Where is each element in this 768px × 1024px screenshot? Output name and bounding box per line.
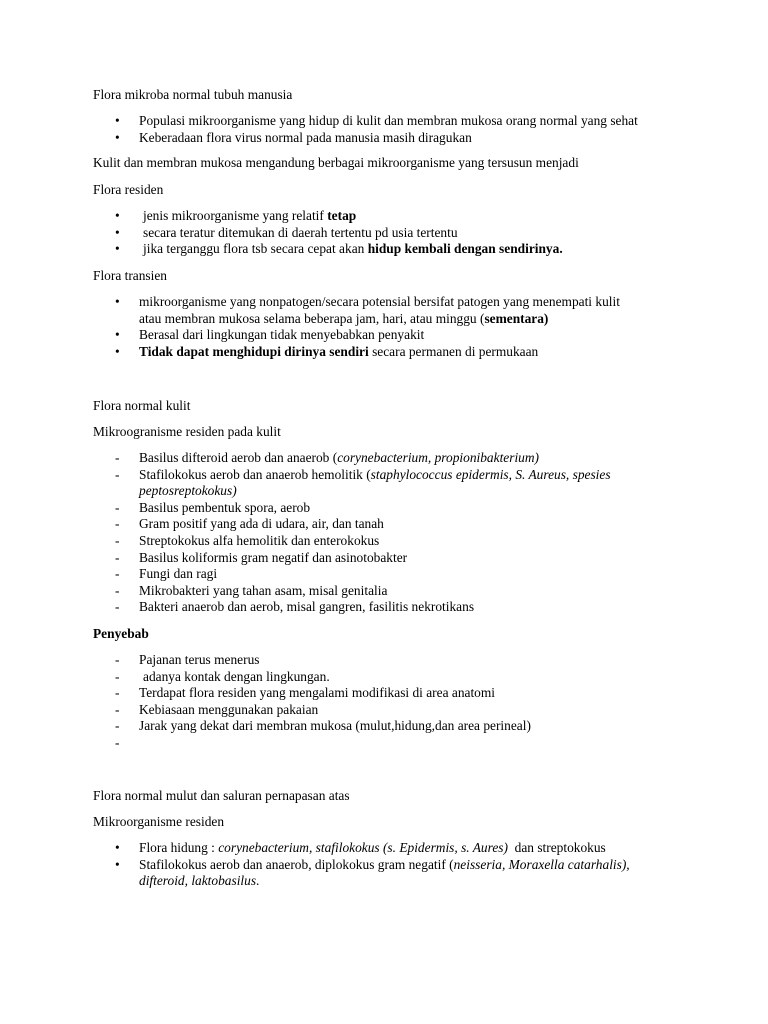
list-flora-transien (0, 294, 768, 360)
bullet-marker: • (115, 113, 120, 128)
list-item: - Jarak yang dekat dari membran mukosa (mulut,hidung,dan area perineal) (115, 718, 531, 734)
bullet-marker: • (115, 208, 120, 223)
list-item: • Keberadaan flora virus normal pada manusia masih diragukan (115, 129, 472, 145)
bullet-marker: • (115, 294, 120, 309)
bullet-marker: • (115, 343, 120, 359)
list-flora-mikroba (0, 113, 768, 146)
heading-penyebab: Penyebab (93, 626, 149, 641)
list-item: - Fungi dan ragi (115, 566, 218, 582)
dash-marker: - (115, 701, 120, 717)
heading-flora-residen: Flora residen (93, 182, 164, 197)
list-item: - Mikrobakteri yang tahan asam, misal genitalia (115, 582, 388, 598)
list-item: • secara teratur ditemukan di daerah tertentu pd usia tertentu (115, 224, 458, 240)
list-item: • jika terganggu flora tsb secara cepat akan hidup kembali dengan sendirinya. (115, 241, 563, 257)
list-item-empty (0, 735, 768, 752)
dash-marker: - (115, 718, 120, 734)
bullet-marker: • (115, 840, 120, 855)
list-item: - Basilus koliformis gram negatif dan asinotobakter (115, 549, 408, 565)
list-penyebab (0, 652, 768, 752)
heading-flora-kulit: Flora normal kulit (93, 398, 191, 413)
list-item: - Basilus pembentuk spora, aerob (115, 499, 311, 515)
dash-marker: - (115, 549, 120, 565)
bullet-marker: • (115, 856, 120, 872)
dash-marker: - (115, 599, 120, 615)
dash-marker: - (115, 499, 120, 515)
dash-marker: - (115, 582, 120, 598)
list-item: • Tidak dapat menghidupi dirinya sendiri secara permanen di permukaan (115, 343, 539, 359)
list-item: - Gram positif yang ada di udara, air, dan tanah (115, 516, 384, 532)
dash-marker: - (115, 734, 120, 750)
bullet-marker: • (115, 224, 120, 240)
bullet-marker: • (115, 129, 120, 145)
subheading-residen-kulit: Mikroogranisme residen pada kulit (93, 424, 281, 439)
dash-marker: - (115, 652, 120, 667)
dash-marker: - (115, 450, 120, 465)
list-item: • Stafilokokus aerob dan anaerob, diplokokus gram negatif (neisseria, Moraxella catarhalis), difteroid, laktobasilus. (115, 856, 630, 889)
dash-marker: - (115, 566, 120, 582)
list-item: - Kebiasaan menggunakan pakaian (115, 701, 319, 717)
list-item: - Pajanan terus menerus (115, 652, 260, 667)
bullet-marker: • (115, 327, 120, 343)
heading-flora-mulut: Flora normal mulut dan saluran pernapasan atas (93, 788, 350, 803)
list-item: - Stafilokokus aerob dan anaerob hemolitik (staphylococcus epidermis, S. Aureus, spesies peptosreptokokus) (115, 466, 611, 499)
list-item: • Populasi mikroorganisme yang hidup di kulit dan membran mukosa orang normal yang sehat (115, 113, 638, 128)
list-item: - adanya kontak dengan lingkungan. (115, 668, 330, 684)
list-item: - Bakteri anaerob dan aerob, misal gangren, fasilitis nekrotikans (115, 599, 475, 615)
bullet-marker: • (115, 241, 120, 257)
list-flora-residen (0, 208, 768, 258)
list-item: - Streptokokus alfa hemolitik dan enterokokus (115, 532, 380, 548)
list-item: • jenis mikroorganisme yang relatif tetap (115, 208, 357, 223)
list-item: • Berasal dari lingkungan tidak menyebabkan penyakit (115, 327, 425, 343)
list-flora-kulit (0, 450, 768, 616)
dash-marker: - (115, 685, 120, 701)
heading-flora-transien: Flora transien (93, 268, 168, 283)
list-flora-mulut (0, 840, 768, 890)
dash-marker: - (115, 668, 120, 684)
list-item: - Basilus difteroid aerob dan anaerob (corynebacterium, propionibakterium) (115, 450, 539, 465)
dash-marker: - (115, 516, 120, 532)
list-item: • Flora hidung : corynebacterium, stafilokokus (s. Epidermis, s. Aures) dan streptokokus (115, 840, 606, 855)
heading-flora-mikroba: Flora mikroba normal tubuh manusia (93, 87, 293, 102)
dash-marker: - (115, 532, 120, 548)
intro-paragraph: Kulit dan membran mukosa mengandung berbagai mikroorganisme yang tersusun menjadi (93, 155, 579, 170)
subheading-residen-mulut: Mikroorganisme residen (93, 814, 225, 829)
list-item: • mikroorganisme yang nonpatogen/secara potensial bersifat patogen yang menempati kulit atau membran mukosa selama beberapa jam, hari, atau minggu (sementara) (115, 294, 620, 326)
dash-marker: - (115, 466, 120, 482)
list-item: - Terdapat flora residen yang mengalami modifikasi di area anatomi (115, 685, 496, 701)
